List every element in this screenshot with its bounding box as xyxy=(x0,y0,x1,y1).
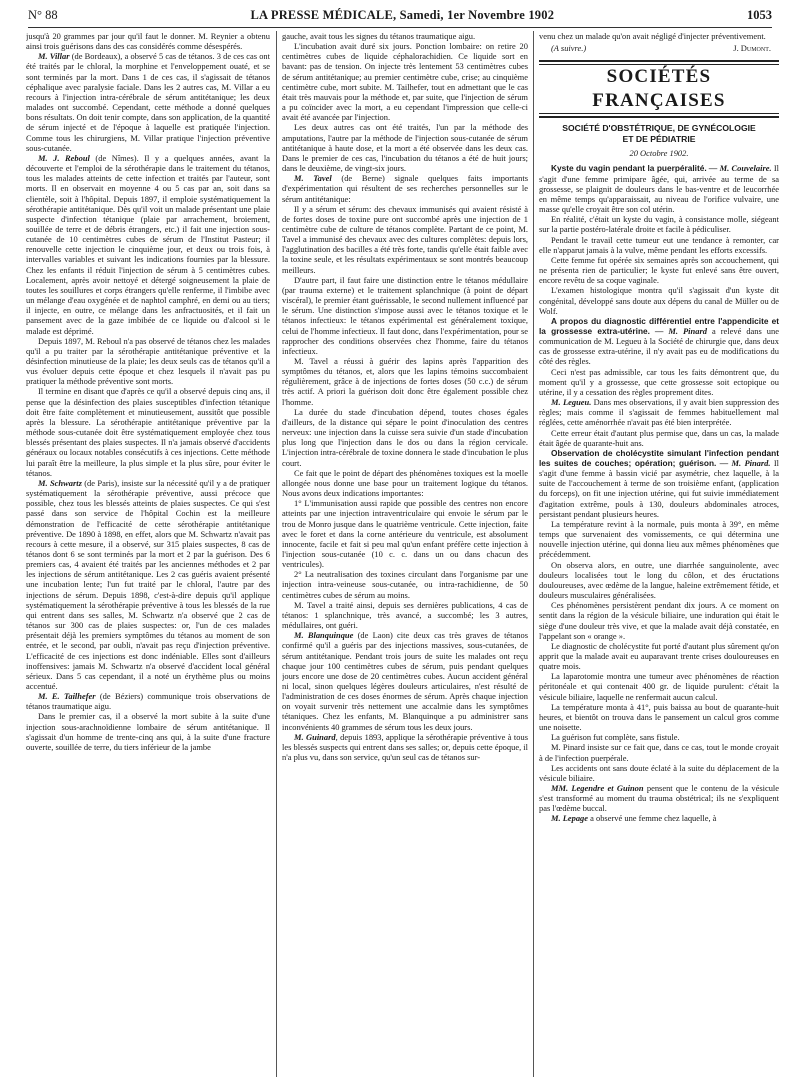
paragraph xyxy=(539,732,779,742)
paragraph xyxy=(26,51,270,153)
paragraph xyxy=(539,428,779,448)
column-separator xyxy=(276,31,277,1077)
speaker-name: — M. Couvelaire. xyxy=(706,163,772,174)
page-number: 1053 xyxy=(746,8,772,22)
paragraph-text: a relevé dans une communication de M. Legueu à la Société de chirurgie que, dans deux cas de grossesse extra-utérine, il n'y avait pas eu de modifications du côté des règles. xyxy=(539,325,779,367)
speaker-name: M. Schwartz xyxy=(38,477,82,488)
paragraph-text: Ces phénomènes persistèrent pendant dix jours. A ce moment on sentit dans la région de la vésicule biliaire, une induration qui était le siège d'une douleur très vive, et que la malade avait déjà constatée, en l'appelant son « orange ». xyxy=(539,600,779,641)
paragraph-text: Il termine en disant que d'après ce qu'il a observé depuis cinq ans, il pense que la désinfection des plaies susceptibles d'infection tétanique doit être faite complètement et minutieusement, aussitôt que possible après la blessure. La sérothérapie antitétanique préventive par la méthode sous-cutanée doit être systématiquement employée chez tous blessés présentant des plaies suspectes. Il n'a jamais observé d'accidents généraux ou locaux notables consécutifs à ces injections. Cette méthode lui paraît être la meilleure, la plus simple et la plus sûre, pour éviter le tétanos. xyxy=(26,386,270,478)
paragraph xyxy=(539,448,779,519)
paragraph xyxy=(282,41,528,122)
session-date: 20 Octobre 1902. xyxy=(629,148,689,159)
topic-heading: Observation de cholécystite simulant l'infection pendant les suites de couches; opération; guérison. xyxy=(539,447,779,468)
paragraph-text: (de Béziers) communique trois observations de tétanos traumatique aigu. xyxy=(26,691,270,712)
signature-author: J. Dumont. xyxy=(733,43,771,54)
paragraph xyxy=(282,31,528,41)
paragraph-text: jusqu'à 20 grammes par jour qu'il faut le donner. M. Reynier a obtenu ainsi trois guérisons dans des cas considérés comme désespérés. xyxy=(26,31,270,52)
paragraph xyxy=(282,630,528,732)
paragraph xyxy=(539,235,779,255)
topic-heading: A propos du diagnostic différentiel entre l'appendicite et la grossesse extra-utérine. xyxy=(539,315,779,336)
column-separator xyxy=(533,31,534,1077)
speaker-name: M. Lepage xyxy=(551,813,589,824)
paragraph xyxy=(539,813,779,823)
paragraph-text: La laparotomie montra une tumeur avec phénomènes de réaction péritonéale et qui contenait 400 gr. de liquide purulent: c'était la vésicule biliaire, laquelle ne renfermait aucun calcul. xyxy=(539,671,779,702)
paragraph-text: La température revint à la normale, puis monta à 39°, en même temps que survenaient des vomissements, ce qui détermina une nouvelle injection utérine, qui donna lieu aux mêmes phénomènes que précédemment. xyxy=(539,518,779,560)
society-name-line1: SOCIÉTÉ D'OBSTÉTRIQUE, DE GYNÉCOLOGIE xyxy=(562,123,756,134)
header-rule xyxy=(28,27,772,28)
paragraph xyxy=(26,336,270,387)
paragraph-text: Il y a sérum et sérum: des chevaux immunisés qui avaient résisté à de fortes doses de toxine pure ont succombé après une injection de 1 centimètre cube de culture de tétanos complète. Partant de ce point, M. Tavel a immunisé des chevaux avec des cultures complètes: depuis lors, l'agglutination des bacilles a été très forte, tandis qu'elle était faible avec la toxine seule, et les résultats expérimentaux se sont montrés beaucoup meilleurs. xyxy=(282,203,528,275)
paragraph-text: L'incubation avait duré six jours. Ponction lombaire: on retire 20 centimètres cubes de liquide céphalorachidien. Ce liquide sort en bavant: pas de tension. On injecte très lentement 53 centimètres cubes de sérum antitétanique; au premier centimètre cube, crise; au cinquième centimètre cube, mort subite. M. Tailhefer, tout en admettant que le cas était très mauvais pour la méthode et, par suite, que l'injection de sérum a pu coïncider avec la mort, a eu cependant l'impression que celle-ci avait été avancée par l'injection. xyxy=(282,41,528,123)
paragraph xyxy=(282,498,528,569)
paragraph xyxy=(539,560,779,601)
column-2 xyxy=(282,31,528,1077)
paragraph xyxy=(539,600,779,641)
paragraph-text: Les accidents ont sans doute éclaté à la suite du déplacement de la vésicule biliaire. xyxy=(539,762,779,783)
paragraph xyxy=(282,732,528,762)
journal-title: LA PRESSE MÉDICALE, Samedi, 1er Novembre 1902 xyxy=(250,8,555,22)
paragraph xyxy=(539,783,779,813)
speaker-name: MM. Legendre et Guinon xyxy=(551,783,644,793)
section-title: SOCIÉTÉS FRANÇAISES xyxy=(539,64,779,114)
paragraph-text: En réalité, c'était un kyste du vagin, à consistance molle, siégeant sur la partie postéro-latérale droite et facile à pédiculiser. xyxy=(539,214,779,235)
paragraph xyxy=(539,214,779,234)
paragraph-text: venu chez un malade qu'on avait négligé d'injecter préventivement. xyxy=(539,31,766,41)
paragraph-text: Cette erreur était d'autant plus permise que, dans un cas, la malade était âgée de quarante-huit ans. xyxy=(539,427,779,448)
paragraph-text: , depuis 1893, applique la sérothérapie préventive à tous les blessés suspects qui entrent dans ses salles; or, depuis cette époque, il n'a plus vu, dans son service, qu'un seul cas de tétanos sur- xyxy=(282,731,528,763)
paragraph xyxy=(539,316,779,367)
paragraph xyxy=(539,641,779,671)
paragraph-text: On observa alors, en outre, une diarrhée sanguinolente, avec douleurs localisées tout le long du côlon, et des éructations douloureuses, avec œdème de la langue, haleine extrêmement fétide, et douleurs musculaires généralisées. xyxy=(539,559,779,601)
paragraph-text: Le diagnostic de cholécystite fut porté d'autant plus sûrement qu'on apprit que la malade avait eu auparavant trente crises douloureuses en quatre mois. xyxy=(539,640,779,672)
paragraph-text: (de Laon) cite deux cas très graves de tétanos confirmé qu'il a guéris par des injections massives, sous-cutanées, de sérum antitétanique. Pendant trois jours de suite les malades ont reçu chaque jour 100 centimètres cubes de sérum, puis pendant quelques jours encore une dose de 20 centimètres cubes. Aucun accident général ni local, sinon quelques légères douleurs articulaires, n'est résulté de l'administration de ces doses énormes de sérum. Après chaque injection on voyait survenir très nettement une accalmie dans les symptômes tétaniques. Chez les enfants, M. Blanquinque a pu administrer sans inconvénients 40 grammes de sérum tous les deux jours. xyxy=(282,630,528,732)
paragraph-text: Dans mes observations, il y avait bien suppression des règles; mais comme il s'agissait de femmes habituellement mal réglées, cette aménorrhée n'avait pas été bien interprétée. xyxy=(539,397,779,428)
paragraph xyxy=(539,255,779,285)
speaker-name: M. Legueu. xyxy=(551,397,592,408)
paragraph-text: Les deux autres cas ont été traités, l'un par la méthode des amputations, l'autre par la méthode de l'injection sous-cutanée de sérum antitétanique à haute dose, et la mort a été observée dans les deux cas. Dans le premier de ces cas, l'incubation du tétanos a été de huit jours; dans le deuxième, de vingt-six jours. xyxy=(282,122,528,174)
paragraph-text: (de Berne) signale quelques faits importants d'expérimentation qui résultent de ses recherches personnelles sur le sérum antitétanique: xyxy=(282,173,528,204)
paragraph-text: Cette femme fut opérée six semaines après son accouchement, qui ne présenta rien de particulier; le kyste fut enlevé sans être ouvert, encore revêtu de sa coque vaginale. xyxy=(539,254,779,286)
speaker-name: M. Blanquinque xyxy=(294,630,354,641)
paragraph-text: a observé une femme chez laquelle, à xyxy=(588,813,717,824)
paragraph xyxy=(282,356,528,407)
column-3-continuation xyxy=(539,31,779,41)
paragraph xyxy=(26,711,270,752)
paragraph-text: Ce fait que le point de départ des phénomènes toxiques est la moelle allongée nous donne une base pour un traitement logique du tétanos. Nous avons deux indications importantes: xyxy=(282,467,528,499)
paragraph xyxy=(539,671,779,701)
paragraph-text: gauche, avait tous les signes du tétanos traumatique aigu. xyxy=(282,31,476,41)
society-name-line2: ET DE PÉDIATRIE xyxy=(622,134,696,145)
paragraph xyxy=(282,204,528,275)
speaker-name: M. J. Reboul xyxy=(38,152,90,163)
paragraph-text: L'examen histologique montra qu'il s'agissait d'un kyste dit congénital, développé sans doute aux dépens du canal de Müller ou de Wolf. xyxy=(539,285,779,316)
paragraph-text: La guérison fut complète, sans fistule. xyxy=(551,732,680,743)
paragraph-text: 1° L'immunisation aussi rapide que possible des centres non encore atteints par une injection intraventriculaire qui envoie le sérum par le trou de Monro jusque dans le quatrième ventricule. Cette injection, faite avec le foret et dans la corne antérieure du ventricule, est absolument innocente, facile et fait si peu mal qu'un enfant préfère cette injection à l'injection sous-cutanée (10 c. c. dans un ou dans chacun des ventricules). xyxy=(282,498,528,570)
paragraph xyxy=(282,468,528,498)
paragraph xyxy=(282,122,528,173)
topic-heading: Kyste du vagin pendant la puerpéralité. xyxy=(551,163,707,174)
paragraph-text: D'autre part, il faut faire une distinction entre le tétanos médullaire (par trauma externe) et le traitement splanchnique (à point de départ viscéral), le premier étant guérissable, le second nullement influencé par le sérum. Une distinction s'impose aussi avec le tétanos toxique et le tétanos infectieux: le tétanos expérimental est généralement toxique, celui de l'homme infectieux. Il faut donc, dans l'expérimentation, pour se rapprocher des conditions observées chez l'homme, faire du tétanos infectieux. xyxy=(282,274,528,356)
section-banner xyxy=(539,60,779,118)
paragraph-text: Il s'agit d'une femme primipare âgée, qui, arrivée au terme de sa grossesse, se plaignit de douleurs dans le bas-ventre et de leucorrhée en même temps qu'apparaissait, au niveau de l'orifice vulvaire, une masse qu'elle croyait être son col utérin. xyxy=(539,163,779,215)
paragraph-text: Pendant le travail cette tumeur eut une tendance à remonter, car elle n'apparut jamais à la vulve, même pendant les efforts excessifs. xyxy=(539,234,779,255)
society-report xyxy=(539,163,779,823)
speaker-name: M. E. Tailhefer xyxy=(38,691,96,702)
paragraph xyxy=(539,519,779,560)
article-signature xyxy=(539,41,779,53)
paragraph xyxy=(26,31,270,51)
paragraph-text: Ceci n'est pas admissible, car tous les faits démontrent que, du moment qu'il y a grossesse, que cette grossesse soit ectopique ou utérine, il y a cessation des règles proprement dites. xyxy=(539,366,779,397)
column-1 xyxy=(26,31,270,1077)
speaker-name: M. Guinard xyxy=(294,731,336,742)
speaker-name: M. Villar xyxy=(38,51,70,62)
paragraph xyxy=(282,173,528,203)
paragraph-text: Il s'agit d'une femme à bassin vicié par asymétrie, chez laquelle, à la suite de l'accouchement à terme de son troisième enfant, (application du forceps), on fit une injection utérine, qui fut suivie immédiatement d'agitation extrême, pouls à 130, douleurs abdominales atroces, persistant pendant plusieurs heures. xyxy=(539,458,779,519)
paragraph xyxy=(26,386,270,477)
paragraph xyxy=(539,285,779,315)
paragraph-text: (de Nîmes). Il y a quelques années, avant la découverte et l'emploi de la sérothérapie dans le traitement du tétanos, tous les malades atteints de cette infection et traités par l'auteur, sont morts. Il en observait en moyenne 4 ou 5 cas par an, soit dans sa clientèle, soit à l'hôpital. Depuis 1897, il emploie systématiquement la sérothérapie antitétanique. Dès qu'il voit un malade présentant une plaie suspecte d'infection tétanique (plaie par arrachement, broiement, souillée de terre et de débris étrangers, etc.) il fait une injection sous-cutanée de 10 centimètres cubes de sérum de l'Institut Pasteur; il renouvelle cette injection le cinquième jour, et deux ou trois fois, à intervalles variables et suivant les indications fournies par la blessure. Chez les enfants il réduit l'injection de sérum à 5 centimètres cubes. Localement, après avoir nettoyé et détergé soigneusement la plaie de toutes les souillures et corps étrangers qu'elle renferme, il l'imbibe avec un mélange d'eau oxygénée et de naphtol camphré, en demi ou au tiers; il injecte, en outre, ce mélange dans les anfractuosités, et il fait un pansement avec de la gaze imbibée de ce liquide ou d'alcool si le malade est déprimé. xyxy=(26,152,270,336)
paragraph-text: Depuis 1897, M. Reboul n'a pas observé de tétanos chez les malades qu'il a pu traiter par la sérothérapie antitétanique préventive et la désinfection minutieuse de la plaie; les deux seuls cas de tétanos qu'il a vus évoluer depuis cette époque et chez lesquels il n'avait pas pu pratiquer la méthode préventive sont morts. xyxy=(26,335,270,387)
paragraph xyxy=(539,742,779,762)
speaker-name: — M. Pinard xyxy=(649,325,707,336)
paragraph-text: La durée du stade d'incubation dépend, toutes choses égales d'ailleurs, de la distance qui sépare le point d'inoculation des centres nerveux: une injection dans la cuisse sera suivie d'un stade d'incubation plus long que l'injection dans le dos ou dans la région cervicale. L'injection intra-cérébrale de toxine donnera le stade d'incubation le plus court. xyxy=(282,406,528,468)
paragraph xyxy=(26,153,270,336)
paragraph-text: 2° La neutralisation des toxines circulant dans l'organisme par une injection intra-veineuse sous-cutanée, ou intra-rachidienne, de 50 centimètres cubes de sérum au moins. xyxy=(282,569,528,600)
paragraph-text: (de Paris), insiste sur la nécessité qu'il y a de pratiquer systématiquement la sérothérapie préventive, aussi précoce que possible, chez tous les blessés atteints de plaies suspectes. Ce qui s'est passé dans son service de l'hôpital Cochin est la meilleure démonstration de l'efficacité de cette sérothérapie antitétanique préventive. De 1890 à 1898, en effet, alors que M. Schwartz n'avait pas recours à cette mesure, il a observé, sur 315 plaies suspectes, 8 cas de tétanos dont 6 se sont terminés par la mort et 2 par la guérison. Des 6 premiers cas, 4 avaient été traités par les anciennes méthodes et 2 par les injections de sérum antitétanique. Les 2 cas guéris avaient présenté une incubation lente; l'un fut traité par le chloral, l'autre par des injections de sérum. Depuis 1898, c'est-à-dire depuis qu'il applique systématiquement la sérothérapie préventive à tous les blessés de la rue qui entrent dans ses salles, M. Schwartz n'a observé que 2 cas de tétanos sur 300 cas de plaies suspectes: or, l'un de ces malades présentait déjà les premiers symptômes du tétanos au moment de son entrée, et le second, par oubli, n'avait pas reçu d'injection préventive. L'efficacité de ces injections est donc indéniable. Elles sont d'ailleurs inoffensives: jamais M. Schwartz n'a observé d'accident local général sérieux. Dans 5 cas cependant, il a noté un érythème plus ou moins accentué. xyxy=(26,477,270,691)
paragraph-text: pensent que le contenu de la vésicule s'est transformé au moment du trauma obstétrical; ils ne s'expliquent pas l'œdème buccal. xyxy=(539,783,779,814)
to-be-continued: (A suivre.) xyxy=(551,43,587,54)
paragraph-text: La température monta à 41°, puis baissa au bout de quarante-huit heures, et bientôt on trouva dans le pansement un calcul gros comme une noisette. xyxy=(539,701,779,733)
paragraph xyxy=(539,31,779,41)
paragraph xyxy=(539,702,779,732)
paragraph-text: Dans le premier cas, il a observé la mort subite à la suite d'une injection sous-arachnoïdienne lombaire de sérum antitétanique. Il s'agissait d'un homme de trente-cinq ans qui, à la suite d'une fracture ouverte, souillée de terre, du tiers inférieur de la jambe xyxy=(26,711,270,752)
paragraph xyxy=(539,397,779,427)
speaker-name: — M. Pinard. xyxy=(716,458,771,468)
paragraph-text: M. Pinard insiste sur ce fait que, dans ce cas, tout le monde croyait à de l'infection puerpérale. xyxy=(539,742,779,763)
paragraph xyxy=(539,763,779,783)
paragraph xyxy=(282,407,528,468)
paragraph xyxy=(26,478,270,691)
society-heading xyxy=(539,123,779,145)
paragraph xyxy=(282,569,528,599)
paragraph-text: (de Bordeaux), a observé 5 cas de tétanos. 3 de ces cas ont été traités par le chloral, la morphine et l'enveloppement ouaté, et se sont terminés par la mort. Dans 1 de ces cas, il s'agissait de tétanos céphalique avec paralysie faciale. Dans les 2 autres cas, M. Villar a eu recours à l'injection intra-cérébrale de sérum antitétanique; les deux malades ont succombé. Cependant, cette méthode a donné quelques bons résultats. On doit tenir compte, dans son application, de la quantité de sérum injecté et de l'époque à laquelle est pratiquée l'injection. Comme tous les chirurgiens, M. Villar pratique l'injection préventive sous-cutanée. xyxy=(26,51,270,153)
paragraph xyxy=(282,275,528,356)
paragraph xyxy=(539,367,779,397)
paragraph xyxy=(282,600,528,630)
paragraph xyxy=(26,691,270,711)
issue-number: N° 88 xyxy=(28,8,58,22)
paragraph-text: M. Tavel a réussi à guérir des lapins après l'apparition des symptômes du tétanos, et, alors que les lapins témoins succombaient régulièrement, grâce à de injections de fortes doses (50 c.c.) de sérum très actif. A priori la guérison doit donc être également possible chez l'homme. xyxy=(282,356,528,407)
paragraph-text: M. Tavel a traité ainsi, depuis ses dernières publications, 4 cas de tétanos: 1 splanchnique, très avancé, a succombé; les 3 autres, médullaires, ont guéri. xyxy=(282,599,528,631)
column-3 xyxy=(539,31,779,1077)
speaker-name: M. Tavel xyxy=(294,173,332,184)
paragraph xyxy=(539,163,779,214)
page-header xyxy=(28,8,772,28)
